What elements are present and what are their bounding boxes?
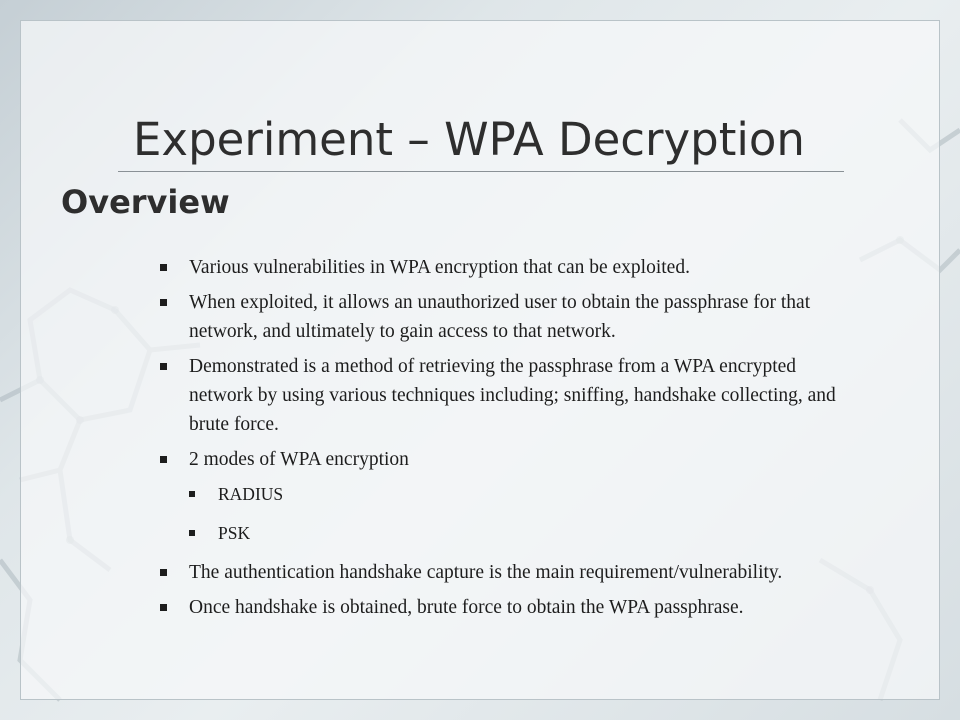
- bullet-text: Once handshake is obtained, brute force to obtain the WPA passphrase.: [189, 597, 744, 618]
- bullet-item: [160, 253, 860, 282]
- slide-title: Experiment – WPA Decryption: [133, 113, 805, 166]
- sub-bullet-text: PSK: [218, 523, 251, 543]
- bullet-item: [160, 352, 860, 439]
- bullet-text: 2 modes of WPA encryption: [189, 449, 409, 470]
- square-bullet-icon: [160, 288, 172, 317]
- bullet-text: Various vulnerabilities in WPA encryption that can be exploited.: [189, 257, 690, 278]
- square-bullet-icon: [160, 253, 172, 282]
- bullet-item: [160, 445, 860, 474]
- square-bullet-icon: [160, 445, 172, 474]
- bullet-list: [160, 253, 860, 628]
- bullet-text: When exploited, it allows an unauthorized user to obtain the passphrase for that network, and ultimately to gain access to that network.: [189, 292, 811, 342]
- square-bullet-icon: [160, 352, 172, 381]
- sub-bullet-text: RADIUS: [218, 484, 284, 504]
- bullet-item: [160, 288, 860, 346]
- slide-subtitle: Overview: [61, 183, 230, 221]
- bullet-item: [160, 593, 860, 622]
- square-bullet-icon: [189, 480, 201, 509]
- bullet-text: Demonstrated is a method of retrieving the passphrase from a WPA encrypted network by using various techniques including; sniffing, handshake collecting, and brute force.: [189, 356, 836, 435]
- title-divider: [118, 171, 844, 172]
- square-bullet-icon: [160, 593, 172, 622]
- bullet-text: The authentication handshake capture is the main requirement/vulnerability.: [189, 562, 783, 583]
- sub-bullet-item: [160, 480, 860, 509]
- square-bullet-icon: [160, 558, 172, 587]
- bullet-item: [160, 558, 860, 587]
- square-bullet-icon: [189, 519, 201, 548]
- sub-bullet-item: [160, 519, 860, 548]
